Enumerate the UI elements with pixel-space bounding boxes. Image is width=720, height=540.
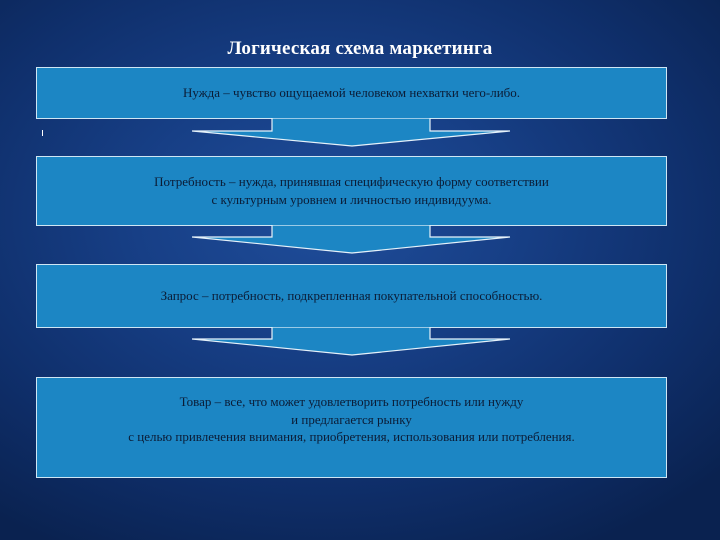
box-product-line-2: и предлагается рынку xyxy=(291,411,412,427)
box-product-line-1: Товар – все, что может удовлетворить потребность или нужду xyxy=(179,394,524,410)
decorative-tick xyxy=(42,130,43,136)
box-need xyxy=(36,67,667,119)
box-want-text xyxy=(142,173,561,208)
arrow-3 xyxy=(192,327,512,357)
box-need-line-1: Нужда – чувство ощущаемой человеком нехватки чего-либо. xyxy=(182,85,521,101)
box-product-text xyxy=(116,393,587,446)
box-want-line-2: с культурным уровнем и личностью индивидуума. xyxy=(211,192,492,207)
arrow-1 xyxy=(192,118,512,148)
diagram-title: Логическая схема маркетинга xyxy=(227,38,493,59)
box-need-text xyxy=(171,84,532,102)
box-demand-line-1: Запрос – потребность, подкрепленная покупательной способностью. xyxy=(160,288,543,304)
arrow-2 xyxy=(192,225,512,255)
arrow-3-shape xyxy=(192,327,510,355)
arrow-2-shape xyxy=(192,225,510,253)
box-demand xyxy=(36,264,667,328)
box-demand-text xyxy=(149,287,555,305)
box-product-line-3: с целью привлечения внимания, приобретения, использования или потребления. xyxy=(128,429,575,445)
box-product xyxy=(36,377,667,478)
arrow-1-shape xyxy=(192,118,510,146)
box-want xyxy=(36,156,667,226)
box-want-line-1: Потребность – нужда, принявшая специфическую форму соответствии xyxy=(154,174,549,190)
